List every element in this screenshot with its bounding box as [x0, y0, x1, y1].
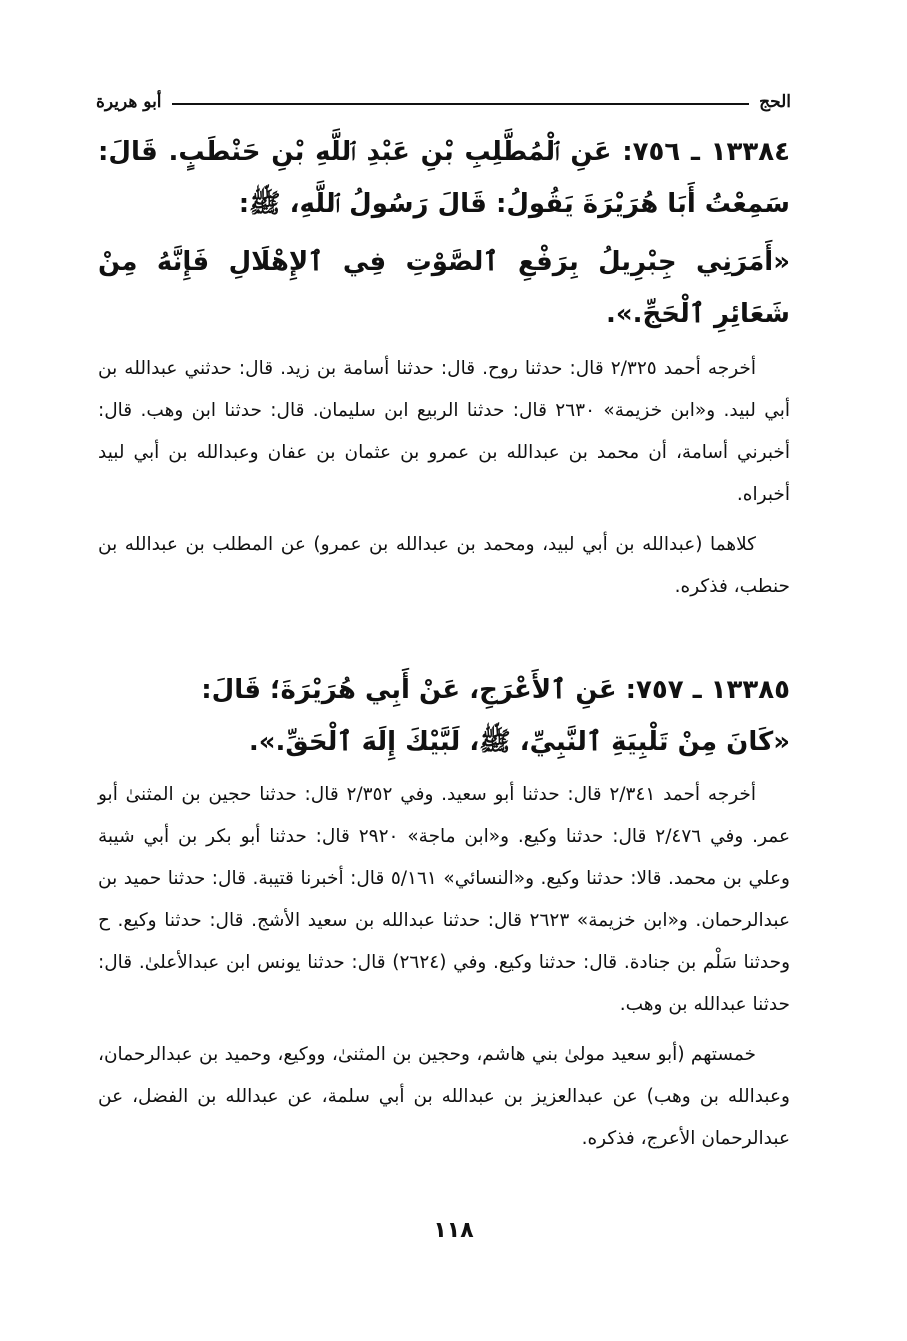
hadith-1-quote: «أَمَرَنِي جِبْرِيلُ بِرَفْعِ ٱلصَّوْتِ فِي ٱلإِهْلَالِ فَإِنَّهُ مِنْ شَعَائِرِ ٱلْحَجِّ.».: [98, 247, 790, 329]
takhrij-1-paragraph: أخرجه أحمد ٢/٣٢٥ قال: حدثنا روح. قال: حدثنا أسامة بن زيد. قال: حدثني عبدالله بن أبي لبيد. و«ابن خزيمة» ٢٦٣٠ قال: حدثنا الربيع ابن سليمان. قال: حدثنا ابن وهب. قال: أخبرني أسامة، أن محمد بن عبدالله بن عمرو بن عثمان بن عفان وعبدالله بن أبي لبيد أخبراه.: [98, 358, 790, 505]
running-header: [96, 84, 791, 112]
page-number: ١١٨: [433, 1218, 474, 1243]
header-rule: [172, 103, 750, 105]
takhrij-2: [98, 774, 790, 1160]
hadith-2-quote: «كَانَ مِنْ تَلْبِيَةِ ٱلنَّبِيِّ، ﷺ، لَبَّيْكَ إِلَهَ ٱلْحَقِّ.».: [248, 727, 790, 757]
hadith-1: [98, 126, 790, 340]
takhrij-2-paragraph: أخرجه أحمد ٢/٣٤١ قال: حدثنا أبو سعيد. وفي ٢/٣٥٢ قال: حدثنا حجين بن المثنىٰ أبو عمر. وفي ٢/٤٧٦ قال: حدثنا وكيع. و«ابن ماجة» ٢٩٢٠ قال: حدثنا أبو بكر بن أبي شيبة وعلي بن محمد. قالا: حدثنا وكيع. و«النسائي» ٥/١٦١ قال: أخبرنا قتيبة. قال: حدثنا حميد بن عبدالرحمان. و«ابن خزيمة» ٢٦٢٣ قال: حدثنا عبدالله بن سعيد الأشج. قال: حدثنا وكيع. ح وحدثنا سَلْم بن جنادة. قال: حدثنا وكيع. وفي (٢٦٢٤) قال: حدثنا يونس ابن عبدالأعلىٰ. قال: حدثنا عبدالله بن وهب.: [98, 784, 791, 1015]
takhrij-2-paragraph: خمستهم (أبو سعيد مولىٰ بني هاشم، وحجين بن المثنىٰ، ووكيع، وحميد بن عبدالرحمان، وعبدالله بن وهب) عن عبدالعزيز بن عبدالله بن أبي سلمة، عن عبدالله بن الفضل، عن عبدالرحمان الأعرج، فذكره.: [98, 1044, 790, 1149]
header-chapter: الحج: [759, 92, 791, 112]
hadith-2-intro: ١٣٣٨٥ ـ ٧٥٧: عَنِ ٱلأَعْرَجِ، عَنْ أَبِي هُرَيْرَةَ؛ قَالَ:: [201, 675, 790, 705]
takhrij-1-paragraph: كلاهما (عبدالله بن أبي لبيد، ومحمد بن عبدالله بن عمرو) عن المطلب بن عبدالله بن حنطب، فذكره.: [98, 534, 790, 597]
takhrij-1: [98, 348, 790, 608]
hadith-2: [98, 664, 790, 768]
hadith-1-intro: ١٣٣٨٤ ـ ٧٥٦: عَنِ ٱلْمُطَّلِبِ بْنِ عَبْدِ ٱللَّهِ بْنِ حَنْطَبٍ. قَالَ: سَمِعْتُ أَبَا هُرَيْرَةَ يَقُولُ: قَالَ رَسُولُ ٱللَّهِ، ﷺ:: [98, 137, 790, 219]
header-narrator: أبو هريرة: [96, 92, 162, 112]
